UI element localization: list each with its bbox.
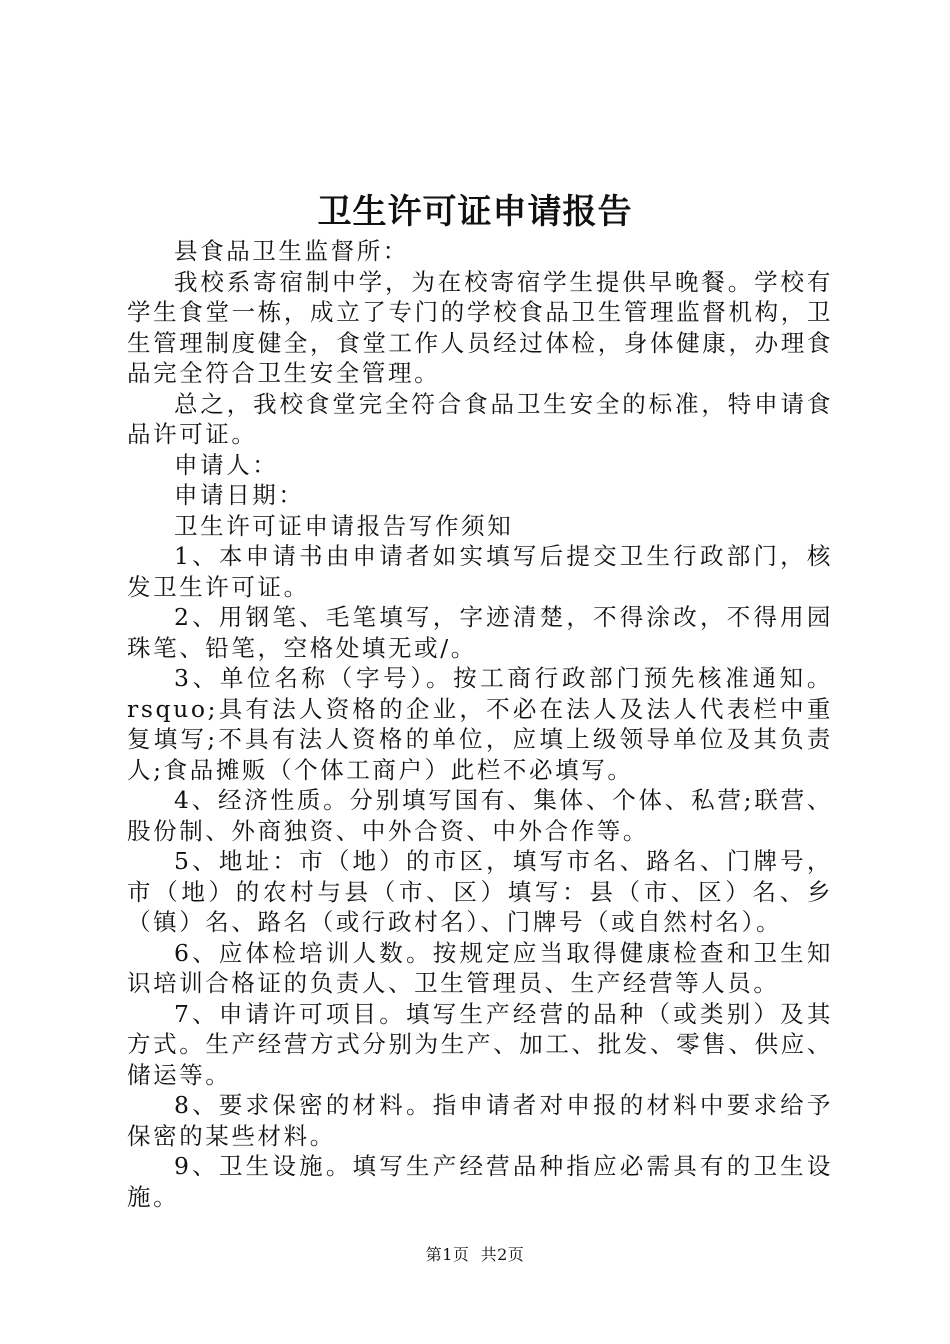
paragraph-item-4: 4、经济性质。分别填写国有、集体、个体、私营;联营、股份制、外商独资、中外合资、中外合作等。: [127, 786, 833, 845]
page-footer: [0, 1242, 950, 1265]
paragraph-item-5: 5、地址：市（地）的市区，填写市名、路名、门牌号，市（地）的农村与县（市、区）填写：县（市、区）名、乡（镇）名、路名（或行政村名）、门牌号（或自然村名）。: [127, 847, 833, 936]
paragraph-applicant: 申请人：: [174, 450, 279, 479]
document-title: 卫生许可证申请报告: [317, 192, 633, 232]
document-body: [127, 236, 833, 1212]
paragraph-conclusion: 总之，我校食堂完全符合食品卫生安全的标准，特申请食品许可证。: [127, 389, 833, 448]
paragraph-item-2: 2、用钢笔、毛笔填写，字迹清楚，不得涂改，不得用园珠笔、铅笔，空格处填无或/。: [127, 603, 833, 662]
paragraph-item-1: 1、本申请书由申请者如实填写后提交卫生行政部门，核发卫生许可证。: [127, 542, 833, 601]
paragraph-item-7: 7、申请许可项目。填写生产经营的品种（或类别）及其方式。生产经营方式分别为生产、加工、批发、零售、供应、储运等。: [127, 999, 833, 1089]
paragraph-date: 申请日期：: [174, 481, 305, 509]
paragraph-guide-heading: 卫生许可证申请报告写作须知: [174, 511, 514, 540]
page-total: 共2页: [480, 1245, 525, 1264]
page-number: 第1页: [425, 1245, 470, 1264]
paragraph-item-9: 9、卫生设施。填写生产经营品种指应必需具有的卫生设施。: [127, 1152, 833, 1211]
paragraph-addressee: 县食品卫生监督所：: [174, 237, 409, 265]
paragraph-item-6: 6、应体检培训人数。按规定应当取得健康检查和卫生知识培训合格证的负责人、卫生管理员、生产经营等人员。: [127, 938, 833, 997]
paragraph-item-3: 3、单位名称（字号）。按工商行政部门预先核准通知。rsquo;具有法人资格的企业，不必在法人及法人代表栏中重复填写;不具有法人资格的单位，应填上级领导单位及其负责人;食品摊贩（个体工商户）此栏不必填写。: [127, 664, 833, 784]
paragraph-intro: 我校系寄宿制中学，为在校寄宿学生提供早晚餐。学校有学生食堂一栋，成立了专门的学校食品卫生管理监督机构，卫生管理制度健全，食堂工作人员经过体检，身体健康，办理食品完全符合卫生安全管理。: [127, 267, 833, 387]
paragraph-item-8: 8、要求保密的材料。指申请者对申报的材料中要求给予保密的某些材料。: [127, 1091, 833, 1150]
